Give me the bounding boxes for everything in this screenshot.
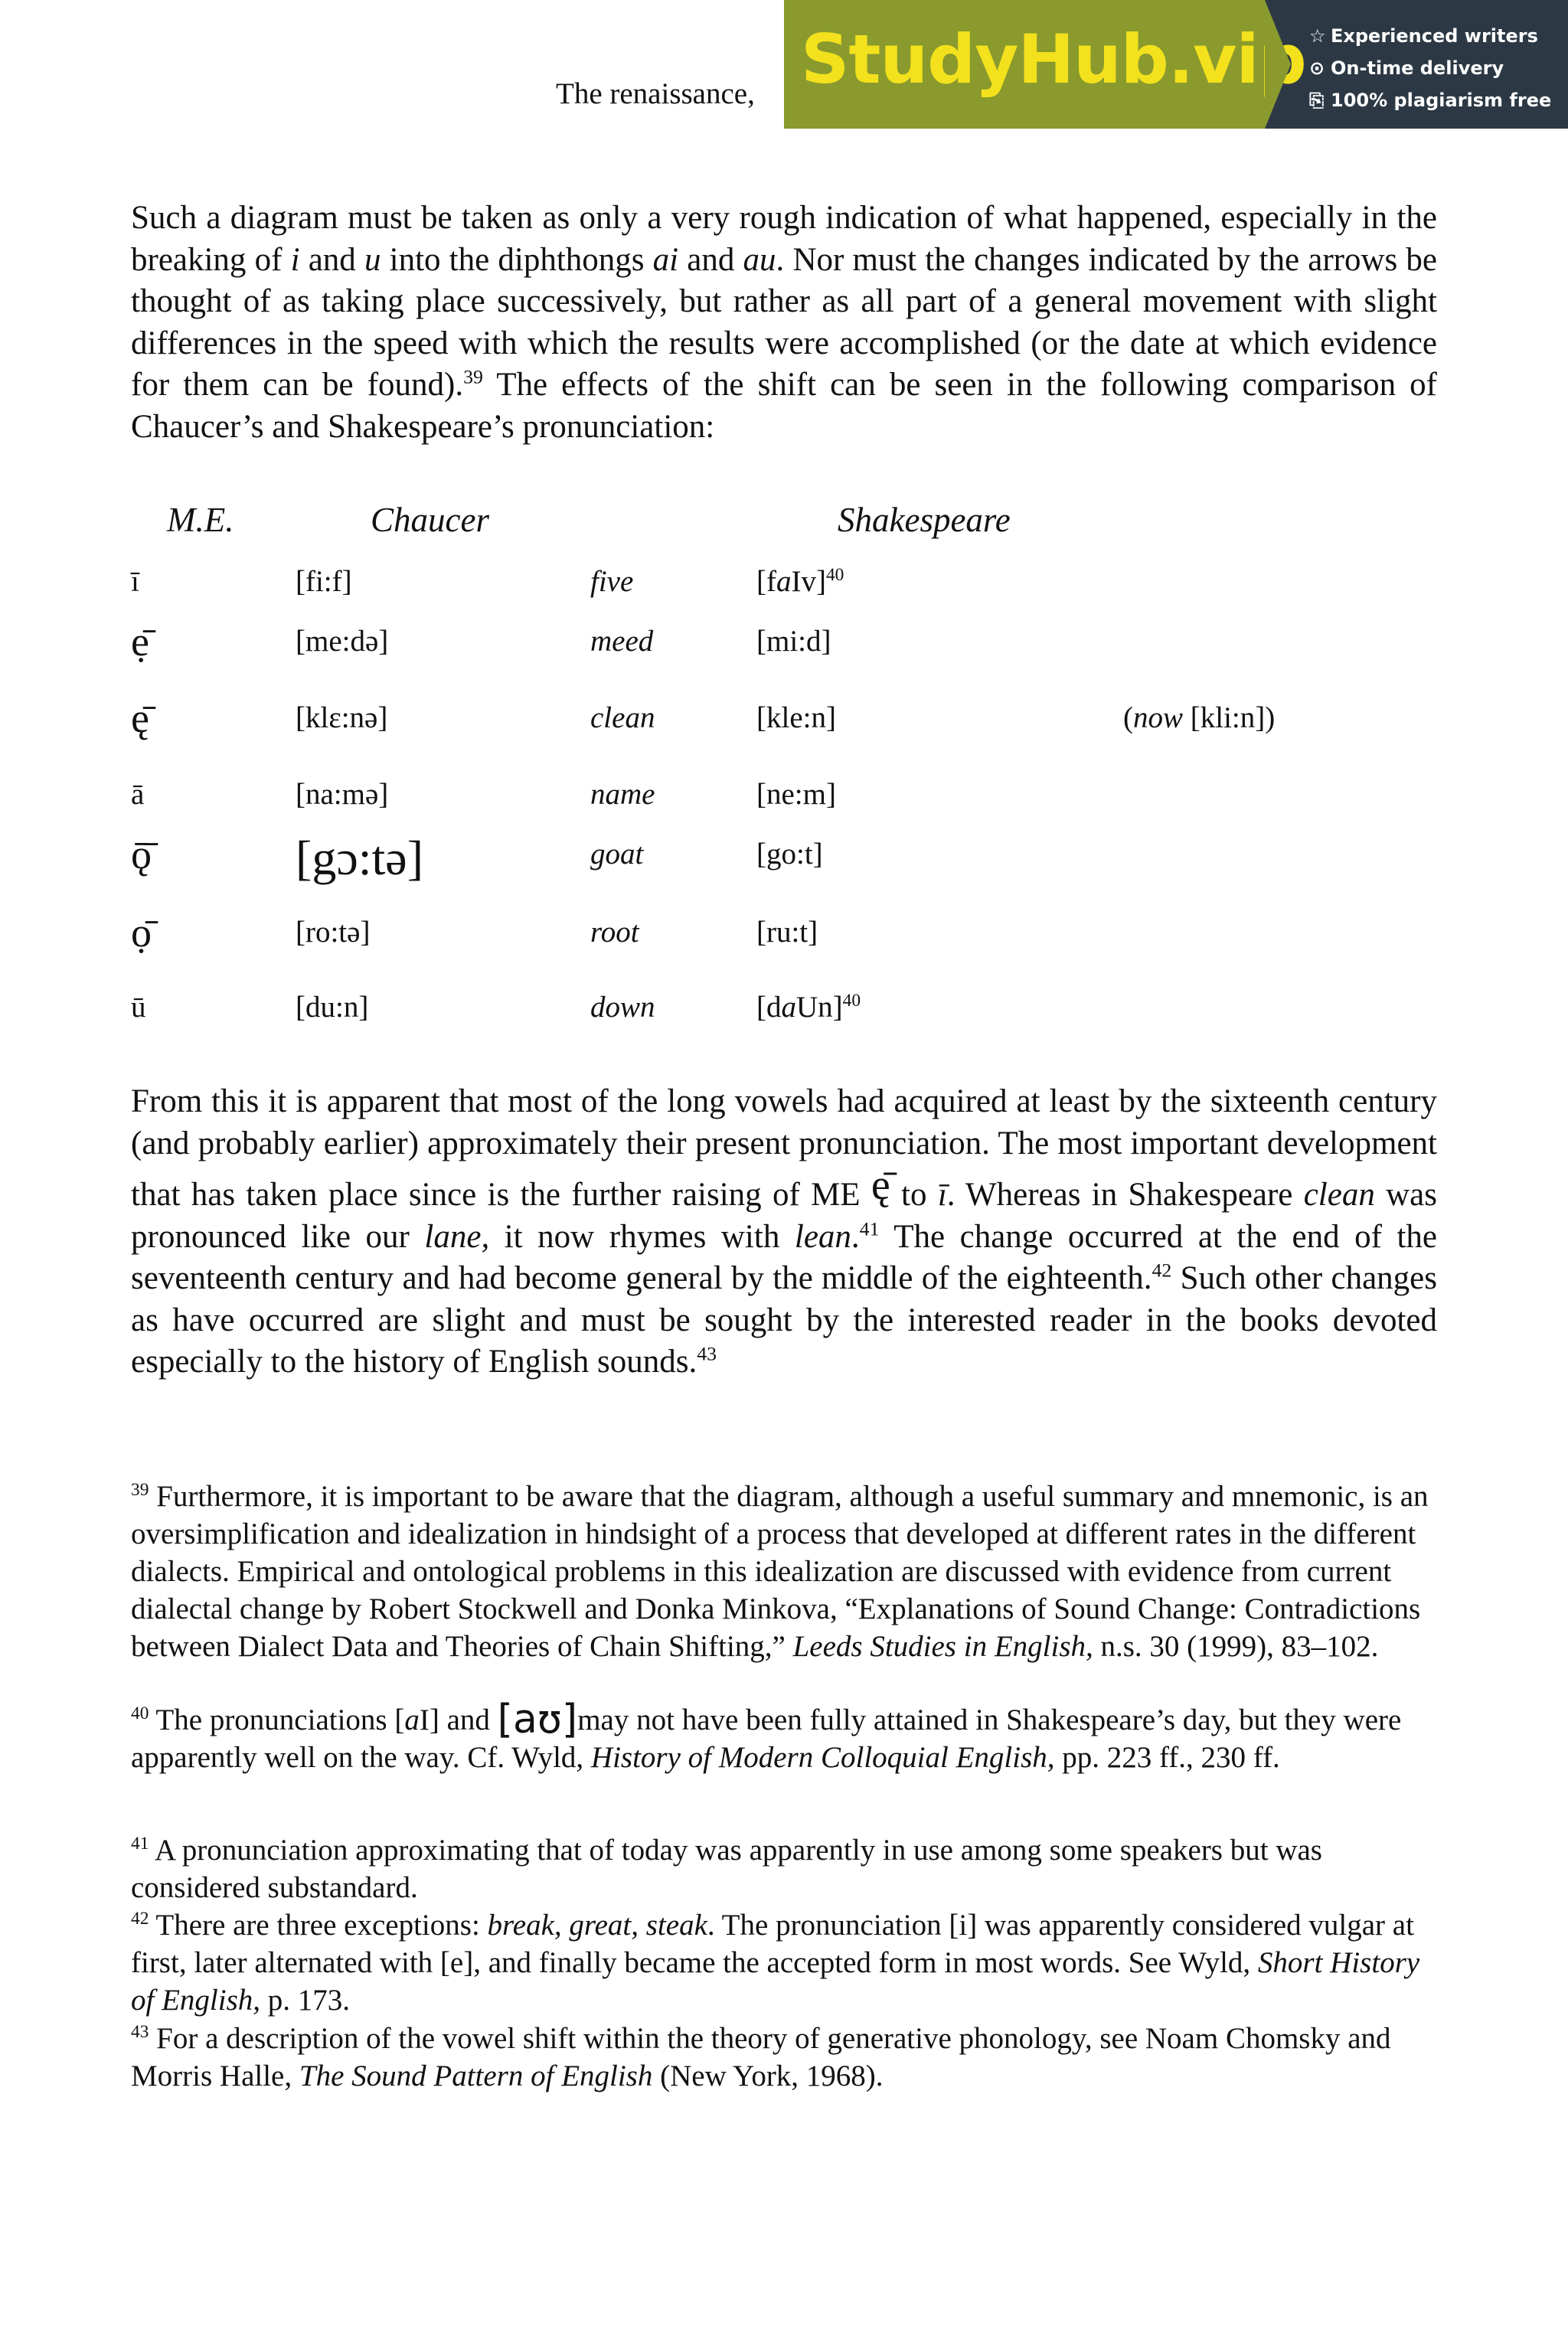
vowel-cell: ā xyxy=(131,778,145,811)
star-icon: ☆ xyxy=(1309,25,1326,47)
feature-experienced-writers: ☆ Experienced writers xyxy=(1309,20,1568,52)
shakespeare-cell: [go:t] xyxy=(756,838,823,871)
vowel-cell: ẹ̄ xyxy=(131,619,149,665)
word-cell: clean xyxy=(590,701,655,734)
document-icon: ⎘ xyxy=(1309,90,1325,111)
footnote-42: $^{42}$ There are three exceptions: break, great, steak. The pronunciation [i] was apparently considered vulgar at first, later alternated with [e], and finally became the accepted form in most words. See Wyld, Short History of English, p. 173. xyxy=(131,1909,1420,2017)
studyhub-banner[interactable] xyxy=(784,0,1568,129)
word-cell: down xyxy=(590,991,655,1024)
shakespeare-cell: [ru:t] xyxy=(756,916,818,949)
banner-features xyxy=(1265,0,1568,129)
footnote-39: $^{39}$ Furthermore, it is important to be aware that the diagram, although a useful summary and mnemonic, is an oversimplification and idealization in hindsight of a process that developed at different rates in the different dialects. Empirical and ontological problems in this idealization are discussed with evidence from current dialectal change by Robert Stockwell and Donka Minkova, “Explanations of Sound Change: Contradictions between Dialect Data and Theories of Chain Shifting,” Leeds Studies in English, n.s. 30 (1999), 83–102. xyxy=(131,1480,1429,1663)
shakespeare-cell: [daUn]$^{40}$ xyxy=(756,991,861,1024)
chaucer-cell: [na:mə] xyxy=(296,778,389,811)
paragraph-conclusion: From this it is apparent that most of the long vowels had acquired at least by the sixteenth century (and probably earlier) approximately their present pronunciation. The most important development that has taken place since is the further raising of ME ę̄ to ī. Whereas in Shakespeare clean was pronounced like our lane, it now rhymes with lean.$^{41}$ The change occurred at the end of the seventeenth century and had become general by the middle of the eighteenth.$^{42}$ Such other changes as have occurred are slight and must be sought by the interested reader in the books devoted especially to the history of English sounds.$^{43}$ xyxy=(131,1083,1438,1380)
footnote-43: $^{43}$ For a description of the vowel shift within the theory of generative phonology, see Noam Chomsky and Morris Halle, The Sound Pattern of English (New York, 1968). xyxy=(131,2022,1391,2092)
footnote-ref-41[interactable]: 41 xyxy=(859,1217,880,1240)
clock-icon: ⊙ xyxy=(1309,57,1325,79)
vowel-cell: ọ̄ xyxy=(131,910,152,956)
word-cell: meed xyxy=(590,625,654,658)
chaucer-cell: [gɔ:tə] xyxy=(296,831,423,885)
shakespeare-cell: [kle:n] xyxy=(756,701,836,734)
footnote-40: $^{40}$ The pronunciations [aI] and [aʊ]may not have been fully attained in Shakespeare’s day, but they were apparently well on the way. Cf. Wyld, History of Modern Colloquial English, pp. 223 ff., 230 ff. xyxy=(131,1697,1402,1774)
logo-text: StudyHub.vip xyxy=(801,20,1306,99)
vowel-cell: ę̄ xyxy=(131,695,149,741)
logo-notch xyxy=(1265,0,1291,129)
shakespeare-cell: [mi:d] xyxy=(756,625,831,658)
chaucer-cell: [fi:f] xyxy=(296,565,352,598)
footnote-ref-42[interactable]: 42 xyxy=(1152,1259,1172,1282)
word-cell: root xyxy=(590,916,639,949)
studyhub-logo[interactable] xyxy=(784,0,1306,129)
modern-note-cell: (now [kli:n]) xyxy=(1123,701,1276,734)
header-shakespeare: Shakespeare xyxy=(838,501,1011,539)
footnote-ref-40[interactable]: 40 xyxy=(842,991,861,1011)
paragraph-intro: Such a diagram must be taken as only a very rough indication of what happened, especially in the breaking of i and u into the diphthongs ai and au. Nor must the changes indicated by the arrows be thought of as taking place successively, but rather as all part of a general movement with slight differences in the speed with which the results were accomplished (or the date at which evidence for them can be found).$^{39}$ The effects of the shift can be seen in the following comparison of Chaucer’s and Shakespeare’s pronunciation: xyxy=(131,200,1438,445)
footnote-ref-39[interactable]: 39 xyxy=(463,365,483,388)
feature-plagiarism-free: ⎘ 100% plagiarism free xyxy=(1309,84,1568,116)
e-open-macron-glyph: ę̄ xyxy=(871,1161,890,1209)
vowel-cell: ǭ̄ xyxy=(131,831,152,877)
chaucer-cell: [klɛ:nə] xyxy=(296,701,388,734)
shakespeare-cell: [ne:m] xyxy=(756,778,836,811)
footnote-ref-43[interactable]: 43 xyxy=(697,1342,717,1365)
vowel-cell: ī xyxy=(131,565,139,598)
word-cell: name xyxy=(590,778,655,811)
footnote-ref-40[interactable]: 40 xyxy=(825,565,844,585)
shakespeare-cell: [faIv]$^{40}$ xyxy=(756,565,844,598)
ipa-au-glyph: [aʊ] xyxy=(497,1697,578,1743)
feature-on-time-delivery: ⊙ On-time delivery xyxy=(1309,52,1568,84)
chaucer-cell: [du:n] xyxy=(296,991,369,1024)
chaucer-cell: [ro:tə] xyxy=(296,916,371,949)
header-chaucer: Chaucer xyxy=(371,501,489,539)
word-cell: goat xyxy=(590,838,644,871)
chaucer-cell: [me:də] xyxy=(296,625,389,658)
vowel-cell: ū xyxy=(131,991,146,1024)
running-head: The renaissance, xyxy=(556,77,755,110)
word-cell: five xyxy=(590,565,634,598)
footnote-41: $^{41}$ A pronunciation approximating that of today was apparently in use among some speakers but was considered substandard. xyxy=(131,1834,1322,1904)
header-me: M.E. xyxy=(167,501,234,539)
